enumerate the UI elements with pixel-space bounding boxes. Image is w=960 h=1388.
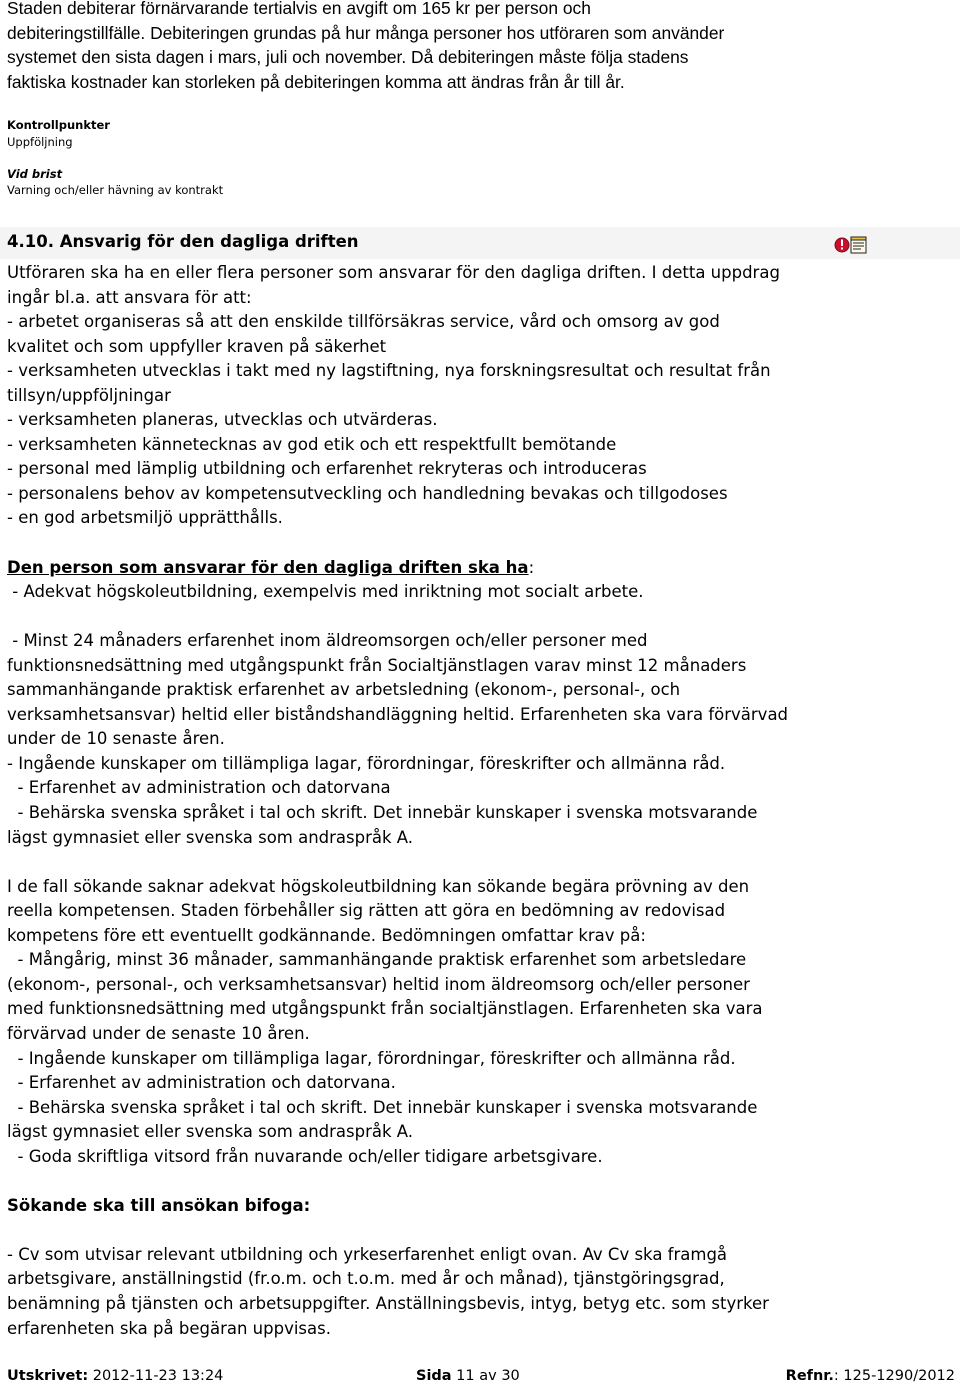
- body-line: förvärvad under de senaste 10 åren.: [7, 1023, 310, 1043]
- body-line: sammanhängande praktisk erfarenhet av arbetsledning (ekonom-, personal-, och: [7, 680, 681, 700]
- exclamation-icon: [835, 238, 849, 252]
- ref-label: Refnr.: [785, 1368, 834, 1384]
- document-icon: [851, 237, 866, 253]
- body-line: erfarenheten ska på begäran uppvisas.: [7, 1318, 331, 1338]
- printed-value: 2012-11-23 13:24: [88, 1368, 224, 1384]
- page-number: [416, 1368, 520, 1384]
- page-value: 11 av 30: [451, 1368, 520, 1384]
- body-line: verksamhetsansvar) heltid eller biståndshandläggning heltid. Erfarenheten ska vara förvärvad: [7, 704, 789, 724]
- page-label: Sida: [416, 1368, 452, 1384]
- body-line: tillsyn/uppföljningar: [7, 385, 171, 405]
- section-title: 4.10. Ansvarig för den dagliga driften: [7, 232, 359, 251]
- body-line: - Minst 24 månaders erfarenhet inom äldreomsorgen och/eller personer med: [7, 631, 648, 651]
- body-line: - Erfarenhet av administration och datorvana.: [7, 1073, 396, 1093]
- section-body: [7, 261, 955, 1341]
- body-line: under de 10 senaste åren.: [7, 729, 225, 749]
- body-line: - Cv som utvisar relevant utbildning och yrkeserfarenhet enligt ovan. Av Cv ska framgå: [7, 1244, 728, 1264]
- body-line: - Ingående kunskaper om tillämpliga lagar, förordningar, föreskrifter och allmänna råd.: [7, 1048, 736, 1068]
- body-line: I de fall sökande saknar adekvat högskoleutbildning kan sökande begära prövning av den: [7, 876, 750, 896]
- body-line: - personal med lämplig utbildning och erfarenhet rekryteras och introduceras: [7, 459, 647, 479]
- body-line: - Goda skriftliga vitsord från nuvarande och/eller tidigare arbetsgivare.: [7, 1146, 603, 1166]
- body-line: lägst gymnasiet eller svenska som andraspråk A.: [7, 827, 414, 847]
- body-line: Utföraren ska ha en eller flera personer som ansvarar för den dagliga driften. I detta uppdrag: [7, 263, 780, 282]
- requirements-heading-text: Den person som ansvarar för den dagliga driften ska ha: [7, 557, 529, 577]
- intro-paragraph: [7, 0, 957, 94]
- body-line: - Behärska svenska språket i tal och skrift. Det innebär kunskaper i svenska motsvarande: [7, 803, 758, 823]
- body-line: - Behärska svenska språket i tal och skrift. Det innebär kunskaper i svenska motsvarande: [7, 1097, 758, 1117]
- kontrollpunkter-value: Uppföljning: [7, 135, 73, 149]
- body-line: - verksamheten planeras, utvecklas och utvärderas.: [7, 410, 438, 430]
- body-line: - personalens behov av kompetensutveckling och handledning bevakas och tillgodoses: [7, 483, 728, 503]
- intro-line: Staden debiterar förnärvarande tertialvis en avgift om 165 kr per person och: [7, 0, 591, 18]
- intro-line: debiteringstillfälle. Debiteringen grundas på hur många personer hos utföraren som använder: [7, 22, 725, 43]
- body-line: med funktionsnedsättning med utgångspunkt från socialtjänstlagen. Erfarenheten ska vara: [7, 999, 763, 1019]
- page-footer: [7, 1368, 955, 1388]
- body-line: (ekonom-, personal-, och verksamhetsansvar) heltid inom äldreomsorg och/eller personer: [7, 974, 750, 994]
- body-line: - verksamheten kännetecknas av god etik och ett respektfullt bemötande: [7, 434, 617, 454]
- attachments-heading: Sökande ska till ansökan bifoga:: [7, 1195, 311, 1215]
- printed-label: Utskrivet:: [7, 1368, 89, 1384]
- body-line: arbetsgivare, anställningstid (fr.o.m. och t.o.m. med år och månad), tjänstgöringsgrad,: [7, 1269, 725, 1289]
- vid-brist-label: Vid brist: [7, 167, 63, 181]
- printed-date: [7, 1368, 223, 1384]
- intro-line: systemet den sista dagen i mars, juli och november. Då debiteringen måste följa stadens: [7, 47, 689, 68]
- body-line: - verksamheten utvecklas i takt med ny lagstiftning, nya forskningsresultat och resultat från: [7, 361, 771, 381]
- body-line: - Mångårig, minst 36 månader, sammanhängande praktisk erfarenhet som arbetsledare: [7, 950, 747, 970]
- body-line: reella kompetensen. Staden förbehåller sig rätten att göra en bedömning av redovisad: [7, 901, 726, 921]
- body-line: ingår bl.a. att ansvara för att:: [7, 287, 252, 307]
- reference-number: [786, 1368, 955, 1384]
- body-line: - Adekvat högskoleutbildning, exempelvis med inriktning mot socialt arbete.: [7, 582, 644, 602]
- body-line: funktionsnedsättning med utgångspunkt från Socialtjänstlagen varav minst 12 månaders: [7, 655, 747, 675]
- vid-brist-value: Varning och/eller hävning av kontrakt: [7, 183, 224, 197]
- section-icon-group: [834, 235, 870, 255]
- body-line: - arbetet organiseras så att den enskilde tillförsäkras service, vård och omsorg av god: [7, 312, 720, 332]
- requirements-heading-colon: :: [528, 557, 535, 577]
- ref-value: : 125-1290/2012: [833, 1368, 955, 1384]
- body-line: kvalitet och som uppfyller kraven på säkerhet: [7, 336, 387, 356]
- body-line: benämning på tjänsten och arbetsuppgifter. Anställningsbevis, intyg, betyg etc. som styrker: [7, 1293, 769, 1313]
- body-line: lägst gymnasiet eller svenska som andraspråk A.: [7, 1122, 414, 1142]
- body-line: - en god arbetsmiljö upprätthålls.: [7, 508, 283, 528]
- body-line: - Ingående kunskaper om tillämpliga lagar, förordningar, föreskrifter och allmänna råd.: [7, 753, 726, 773]
- requirements-heading: [7, 556, 955, 581]
- section-icons: [834, 235, 870, 255]
- intro-line: faktiska kostnader kan storleken på debiteringen komma att ändras från år till år.: [7, 71, 625, 92]
- body-line: - Erfarenhet av administration och datorvana: [7, 778, 391, 798]
- kontrollpunkter-label: Kontrollpunkter: [7, 118, 110, 132]
- body-line: kompetens före ett eventuellt godkännande. Bedömningen omfattar krav på:: [7, 925, 646, 945]
